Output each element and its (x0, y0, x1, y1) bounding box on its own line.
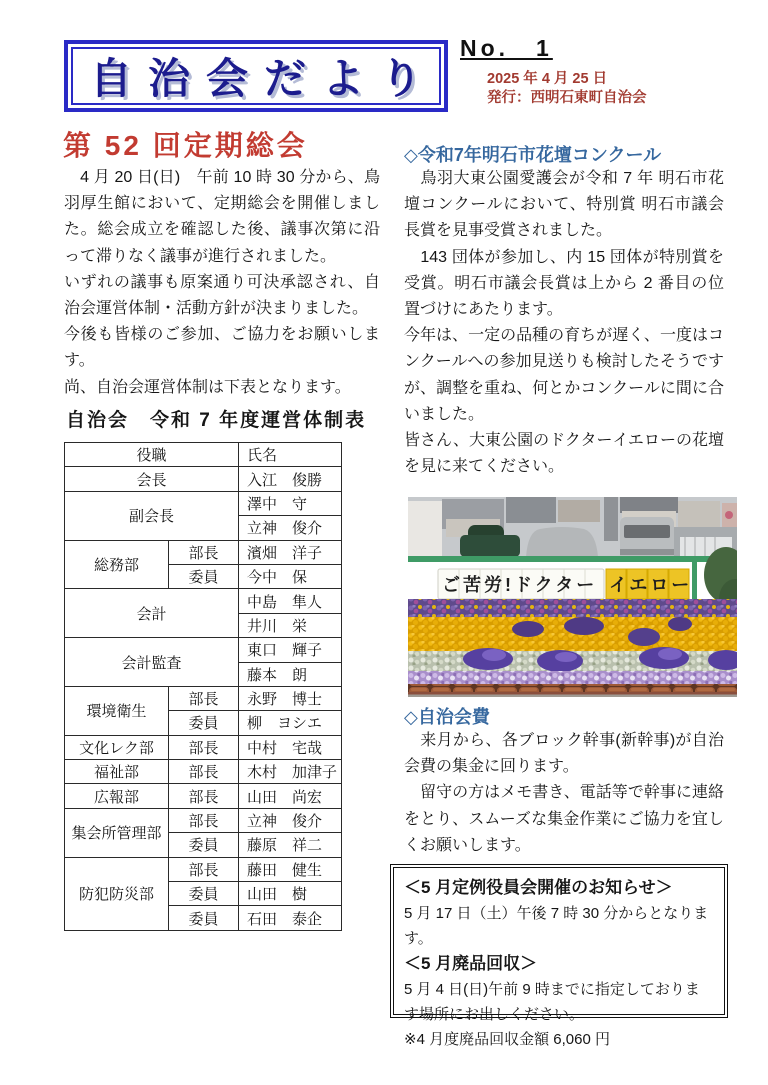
role-cell: 部長 (169, 808, 239, 832)
name-cell: 山田 尚宏 (239, 784, 342, 808)
name-cell: 立神 俊介 (239, 516, 342, 540)
table-row (65, 808, 342, 832)
header-position-cell: 役職 (65, 443, 239, 467)
green-car (460, 535, 520, 557)
dept-cell: 総務部 (65, 540, 169, 589)
paragraph: 来月から、各ブロック幹事(新幹事)が自治会費の集金に回ります。 (404, 732, 724, 776)
name-cell: 石田 泰企 (239, 906, 342, 930)
table-row (65, 784, 342, 808)
paragraph: 尚、自治会運営体制は下表となります。 (64, 378, 351, 396)
table-row (65, 443, 342, 467)
dept-cell: 集会所管理部 (65, 808, 169, 857)
table-row (65, 735, 342, 759)
organization-table (64, 442, 342, 931)
general-meeting-article (64, 165, 380, 401)
notice-recycling-amount: ※4 月度廃品回収金額 6,060 円 (404, 1031, 610, 1048)
role-cell: 部長 (169, 857, 239, 881)
flower-bed (408, 599, 737, 697)
masthead-box (64, 40, 448, 112)
name-cell: 藤原 祥二 (239, 833, 342, 857)
paragraph: 鳥羽大東公園愛護会が令和 7 年 明石市花壇コンクールにおいて、特別賞 明石市議会長賞を見事受賞されました。 (404, 170, 724, 240)
notice-recycling-heading: ＜5 月廃品回収＞ (404, 954, 538, 973)
table-row (65, 491, 342, 515)
dept-cell: 会計 (65, 589, 239, 638)
banner-text-yellow: イエロー (609, 575, 693, 595)
main-headline: 第 52 回定期総会 (63, 130, 308, 161)
issue-number: No. 1 (460, 35, 553, 61)
role-cell: 部長 (169, 686, 239, 710)
name-cell: 今中 保 (239, 564, 342, 588)
flower-contest-article (404, 166, 724, 480)
role-cell: 委員 (169, 882, 239, 906)
name-cell: 藤本 朗 (239, 662, 342, 686)
dept-cell: 会長 (65, 467, 239, 491)
dept-cell: 会計監査 (65, 638, 239, 687)
name-cell: 東口 輝子 (239, 638, 342, 662)
flowerbed-photo (408, 497, 737, 697)
table-row (65, 857, 342, 881)
pot-row (408, 684, 737, 692)
table-row (65, 589, 342, 613)
publisher: 発行：西明石東町自治会 (487, 90, 647, 106)
role-cell: 委員 (169, 906, 239, 930)
flowerbed-photo-graphic (408, 497, 737, 697)
role-cell: 委員 (169, 564, 239, 588)
paragraph: いずれの議事も原案通り可決承認され、自治会運営体制・活動方針が決まりました。 (64, 273, 380, 318)
name-cell: 永野 博士 (239, 686, 342, 710)
header-name-cell: 氏名 (239, 443, 342, 467)
banner-text-white: ご苦労!ドクター (442, 575, 598, 595)
role-cell: 部長 (169, 540, 239, 564)
table-row (65, 540, 342, 564)
role-cell: 委員 (169, 833, 239, 857)
paragraph: 143 団体が参加し、内 15 団体が特別賞を受賞。明石市議会長賞は上から 2 番目の位置づけにあたります。 (404, 248, 724, 319)
mixed-flower-row (408, 599, 737, 617)
dept-cell: 文化レク部 (65, 735, 169, 759)
green-rail (408, 556, 737, 562)
role-cell: 部長 (169, 760, 239, 784)
publication-info (487, 70, 647, 108)
table-row (65, 760, 342, 784)
name-cell: 中島 隼人 (239, 589, 342, 613)
table-row (65, 638, 342, 662)
masthead-inner-border (71, 47, 441, 105)
table-row (65, 467, 342, 491)
name-cell: 立神 俊介 (239, 808, 342, 832)
membership-fee-article (404, 728, 724, 859)
paragraph: 4 月 20 日(日) 午前 10 時 30 分から、鳥羽厚生館において、定期総会を開催しました。総会成立を確認した後、議事次第に沿って滞りなく議事が進行されました。 (64, 169, 380, 265)
notice-recycling-detail: 5 月 4 日(日)午前 9 時までに指定しております場所にお出しください。 (404, 981, 700, 1023)
table-title: 自治会 令和 7 年度運営体制表 (66, 410, 367, 431)
name-cell: 藤田 健生 (239, 857, 342, 881)
name-cell: 井川 栄 (239, 613, 342, 637)
name-cell: 中村 宅哉 (239, 735, 342, 759)
dept-cell: 広報部 (65, 784, 169, 808)
table-row (65, 686, 342, 710)
newsletter-title: 自治会だより (89, 55, 438, 102)
lavender-flower-row (408, 671, 737, 684)
dept-cell: 環境衛生 (65, 686, 169, 735)
notice-meeting-detail: 5 月 17 日（土）午後 7 時 30 分からとなります。 (404, 905, 709, 947)
name-cell: 柳 ヨシエ (239, 711, 342, 735)
van-windshield (624, 525, 670, 538)
issue-date: 2025 年 4 月 25 日 (487, 71, 608, 87)
name-cell: 山田 樹 (239, 882, 342, 906)
role-cell: 部長 (169, 784, 239, 808)
name-cell: 入江 俊勝 (239, 467, 342, 491)
dept-cell: 防犯防災部 (65, 857, 169, 930)
notice-box (390, 864, 728, 1048)
membership-fee-heading: ◇自治会費 (404, 707, 490, 727)
flower-contest-heading: ◇令和7年明石市花壇コンクール (404, 145, 662, 165)
paragraph: 留守の方はメモ書き、電話等で幹事に連絡をとり、スムーズな集金作業にご協力を宜しくお願いします。 (404, 784, 724, 854)
name-cell: 木村 加津子 (239, 760, 342, 784)
paragraph: 今後も皆様のご参加、ご協力をお願いします。 (64, 326, 380, 370)
name-cell: 澤中 守 (239, 491, 342, 515)
dept-cell: 副会長 (65, 491, 239, 540)
bed-edging (408, 692, 737, 695)
notice-meeting-heading: ＜5 月定例役員会開催のお知らせ＞ (404, 878, 673, 897)
role-cell: 部長 (169, 735, 239, 759)
covered-car (526, 527, 598, 557)
gravel-ground (408, 695, 737, 698)
dept-cell: 福祉部 (65, 760, 169, 784)
role-cell: 委員 (169, 711, 239, 735)
paragraph: 皆さん、大東公園のドクターイエローの花壇を見に来てください。 (404, 432, 724, 476)
banner (438, 569, 692, 599)
name-cell: 濱畑 洋子 (239, 540, 342, 564)
paragraph: 今年は、一定の品種の育ちが遅く、一度はコンクールへの参加見送りも検討したそうですが、調整を重ね、何とかコンクールに間に合いました。 (404, 327, 724, 423)
